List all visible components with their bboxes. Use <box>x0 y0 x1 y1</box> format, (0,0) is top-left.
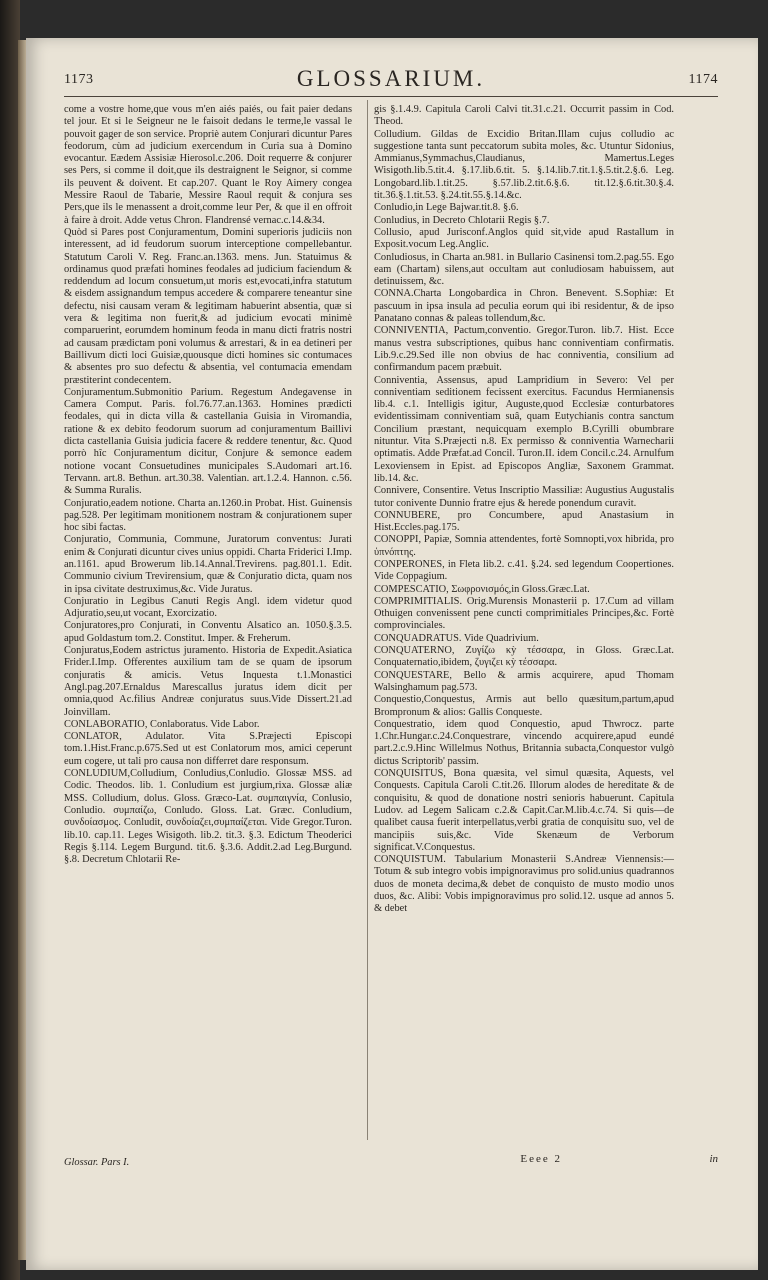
glossary-entry: CONLABORATIO, Conlaboratus. Vide Labor. <box>64 718 260 730</box>
glossary-entry: Conludiosus, in Charta an.981. in Bullario Casinensi tom.2.pag.55. Ego eam (Chartam) silens,aut occultam aut conludiosam habuissem, aut detinuissem, &c. <box>374 251 674 288</box>
background-edge <box>0 0 20 1280</box>
catchword: in <box>709 1153 718 1165</box>
glossary-entry: Conjuratores,pro Conjurati, in Conventu Alsatico an. 1050.§.3.5. apud Goldastum tom.2. Constitut. Imper. & Freherum. <box>64 620 352 644</box>
glossary-entry: Conjuratio,eadem notione. Charta an.1260.in Probat. Hist. Guinensis pag.528. Per legitimam monitionem nostram & conjurationem super hoc sibi factas. <box>64 497 352 534</box>
glossary-entry: come a vostre home,que vous m'en aiés paiés, ou fait paier dedans tel jour. Et si le Seigneur ne le faisoit dedans le terme,le vassal le pouvoit gager de son service. Propriè autem Conjurari dicuntur Pares feodorum, cùm ad judicium exercendum in Curia sua à Domino evocantur. Eædem Assisiæ Hierosol.c.206. Doit requerre & conjurer ses Pers, si comme il doit,que ils destraignent le Seignor, si comme ils peuvent & doivent. Et cap.207. Quant le Roy Aimery congea Messire Raoul de Tabarie, Messire Raoul requit & conjura ses Pers,que ils le menassent a droit,comme leur Per, & que il en offroit à faire à droit. Adde vetus Chron. Flandrensé vernac.c.14.&34. <box>64 104 352 226</box>
glossary-entry: gis §.1.4.9. Capitula Caroli Calvi tit.31.c.21. Occurrit passim in Cod. Theod. <box>374 104 674 128</box>
glossary-entry: CONQUISITUS, Bona quæsita, vel simul quæsita, Aquests, vel Conquests. Capitula Caroli C.tit.26. Illorum alodes de hereditate & de conquisitu, & quod de donatione nostri senioris habuerunt. Capitula Ludov. ad Legem Salicam c.2.& Capit.Car.M.lib.4.c.74. Si quis—de qualibet causa fuerit interpellatus,verbi gratia de conquisitu suo, vel de mancipiis suis,&c. Vide Skenæum de Verborum significat.V.Conquestus. <box>374 768 674 853</box>
glossary-entry: Conjuratio, Communia, Commune, Juratorum conventus: Jurati enim & Conjurati dicuntur cives unius oppidi. Charta Friderici I.Imp. an.1161. apud Browerum lib.14.Annal.Trevirens. pag.801.1. Edit. Communio civium Trevirensium, quæ & Conjuratio dicta, quam nos in ipsa civitate destruximus,&c. Vide Juratus. <box>64 534 352 595</box>
glossary-entry: Collusio, apud Jurisconf.Anglos quid sit,vide apud Rastallum in Exposit.vocum Leg.Anglic. <box>374 226 674 251</box>
right-column <box>374 104 674 1194</box>
glossary-entry: Conludio,in Lege Bajwar.tit.8. §.6. <box>374 202 519 214</box>
header-rule <box>64 96 718 97</box>
glossary-entry: Connivere, Consentire. Vetus Inscriptio Massiliæ: Augustius Augustalis tutor conivente Dunnio fratre ejus & herede ponendum curavit. <box>374 485 674 509</box>
glossary-entry: Conniventia, Assensus, apud Lampridium in Severo: Vel per conniventiam seditionem fecissent exercitus. Facundus Hermianensis lib.4. c.1. Intelligis igitur, Auguste,quod Ecclesiæ conturbatores evidentissimam conniventiam suâ, quam Eutychianis contra sanctum Concilium præstant, nequicquam exemplo B.Cyrilli obumbrare nituntur. Vita S.Præjecti n.8. Ex permisso & conniventia Warnecharii optimatis. Adde Præfat.ad Concil. Turon.II. idem Concil.c.24. Arnulfum Lexoviensem in Epist. ad Episcopos Angliæ, Saxonem Grammat. lib.14. &c. <box>374 374 674 484</box>
page-header <box>64 66 718 100</box>
column-divider <box>367 100 368 1140</box>
glossary-entry: COMPESCATIO, Σωφρονισμός,in Gloss.Græc.Lat. <box>374 583 590 595</box>
glossary-entry: Conjuratio in Legibus Canuti Regis Angl. idem videtur quod Adjuratio,seu,ut vocant, Exorcizatio. <box>64 595 352 620</box>
glossary-entry: COMPRIMITIALIS. Orig.Murensis Monasterii p. 17.Cum ad villam Othuigen convenissent pene cuncti comprimitiales Principes,&c. Fortè comprovinciales. <box>374 595 674 632</box>
glossary-entry: Conludius, in Decreto Chlotarii Regis §.7. <box>374 214 550 226</box>
sheet-signature: Eeee 2 <box>520 1153 562 1165</box>
glossary-entry: CONQUATERNO, Ζυγίζω κỳ τέσσαρα, in Gloss. Græc.Lat. Conquaternatio,ibidem, ζυγιζει κỳ τέσσαρα. <box>374 645 674 669</box>
glossary-entry: CONOPPI, Papiæ, Somnia attendentes, fortè Somnopti,vox hibrida, pro ὑπνόπτης. <box>374 534 674 558</box>
glossary-entry: CONPERONES, in Fleta lib.2. c.41. §.24. sed legendum Coopertiones. Vide Coppagium. <box>374 558 674 583</box>
page-number-left: 1173 <box>64 72 94 87</box>
glossary-entry: Conjuratus,Eodem astrictus juramento. Historia de Expedit.Asiatica Frider.I.Imp. Offerentes auxilium tam de se quam de ipsorum conjuratis & amicis. Vetus Inquesta t.1.Monastici Angl.pag.207.Ernaldus Marescallus juratus idem dicit per omnia,quod Ac.filius Andreæ conjuratus suus.Vide Dissert.21.ad Joinvillam. <box>64 645 352 718</box>
glossary-entry: Conjuramentum.Submonitio Parium. Regestum Andegavense in Camera Comput. Paris. fol.76.77.an.1363. Homines prædicti feodales, qui in dicta villa & castellania Guisia in Viromandia, ratione & ex debito feodorum suorum ad conjuramentum Baillivi dicta castellania Guisia judicia facere & reddere tenentur, &c. Quod porrò hîc Conjuramentum dicitur, Conjure & semonce eadem notione vocant Consuetudines municipales S.Audomari art.16. Tervann. art.8. Bethun. art.30.38. Valentian. art.1.2.4. Hannon. c.56. & Summa Ruralis. <box>64 386 352 497</box>
glossary-entry: CONQUISTUM. Tabularium Monasterii S.Andreæ Viennensis:—Totum & sub integro vobis impignoravimus pro solid.unius quadrannos duos de moneta decima,& debet de conquisto de musto modio unos duos, &c. Alibi: Vobis impignoravimus pro solid.12. usque ad annos 5. & debet <box>374 854 674 915</box>
glossary-entry: Conquestio,Conquestus, Armis aut bello quæsitum,partum,apud Brompronum & alios: Gallis Conqueste. <box>374 694 674 718</box>
book-page <box>26 38 758 1270</box>
glossary-entry: CONNIVENTIA, Pactum,conventio. Gregor.Turon. lib.7. Hist. Ecce manus vestra subscriptiones, quibus hanc conniventiam confirmatis. Lib.9.c.29.Sed ille non obvius de hac conniventia, consilium ad confirmandum pacem præbuit. <box>374 325 674 374</box>
glossary-entry: CONLUDIUM,Colludium, Conludius,Conludio. Glossæ MSS. ad Codic. Theodos. lib. 1. Conludium est jurgium,rixa. Glossæ aliæ MSS. Colludium, dolus. Gloss. Græco-Lat. συμπαιγνία, Conlusio, Conludio. συμπαίζω, Conludo. Gloss. Lat. Græc. Conludium, συνδοίασμος. Conludit, συνδοίαζει,συμπαίζεται. Vide Gregor.Turon. lib.10. cap.11. Leges Wisigoth. lib.2. tit.3. §.3. Edictum Theoderici Regis §.114. Legem Burgund. tit.6. §.3.6. Addit.2.ad Leg.Burgund. §.8. Decretum Chlotarii Re- <box>64 768 352 866</box>
left-column <box>64 104 352 1194</box>
page-number-right: 1174 <box>688 72 718 87</box>
glossary-entry: CONQUADRATUS. Vide Quadrivium. <box>374 632 539 644</box>
glossary-entry: Quòd si Pares post Conjuramentum, Domini superioris judiciis non interessent, ad id feudorum suorum interceptione compellebantur. Statutum Caroli V. Reg. Franc.an.1363. mens. Jun. Statuimus & ordinamus quod præfati homines feodales ad judicium faciendum & reddendum ad locum consuetum,ut moris est,evocati,infra statutum & eisdem assignandum tempus accedere & comparere teneantur sine defectu, nisi causam veram & legitimam habuerint absentia, quæ si vera & legitima non fuerit,& ad judicium evocati minimè comparuerint, eorumdem hominum feoda in manu dicti fratris nostri ad causam prædictam poni volumus & arrestari, & in ea detineri per Baillivum dicti loci Guisiæ,quousque dicti homines sic contumaces & absentes pro suo defectu & absentia, vel contumacia emendam præstiterint condecentem. <box>64 226 352 386</box>
glossary-entry: CONLATOR, Adulator. Vita S.Præjecti Episcopi tom.1.Hist.Franc.p.675.Sed ut est Conlatorum mos, amici ceperunt eum cogere, ut tali pro causa non differret dare responsum. <box>64 731 352 767</box>
glossary-entry: CONQUESTARE, Bello & armis acquirere, apud Thomam Walsinghamum pag.573. <box>374 669 674 693</box>
glossary-entry: Colludium. Gildas de Excidio Britan.Illam cujus colludio ac suggestione tanta sunt peccatorum subita moles, &c. Utuntur Sidonius, Ammianus,Symmachus,Claudianus, Mamertus.Leges Wisigoth.lib.5.tit.4. §.17.lib.6.tit. 5. §.14.lib.7.tit.1.§.5.tit.2.§.6. Leg. Longobard.lib.1.tit.25. §.57.lib.2.tit.6.§.6. tit.12.§.6.tit.30.§.4. tit.36.§.1.tit.53. §.24.tit.55.§.14.&c. <box>374 128 674 202</box>
page-title: GLOSSARIUM. <box>296 66 486 91</box>
glossary-entry: CONNA.Charta Longobardica in Chron. Benevent. S.Sophiæ: Et pascuum in ipsa insula ad peculia eorum qui ibi residentur, & de ipso Panatano connas & paleas tollendum,&c. <box>374 288 674 325</box>
glossary-entry: CONNUBERE, pro Concumbere, apud Anastasium in Hist.Eccles.pag.175. <box>374 509 674 534</box>
glossary-entry: Conquestratio, idem quod Conquestio, apud Thwrocz. parte 1.Chr.Hungar.c.24.Conquestrare, vincendo acquirere,apud eundé part.2.c.9.Hinc Willelmus Nothus, Britannia subacta,Conquestor vulgò dictus Scriptorib' passim. <box>374 718 674 767</box>
signature-mark: Glossar. Pars I. <box>64 1157 130 1168</box>
